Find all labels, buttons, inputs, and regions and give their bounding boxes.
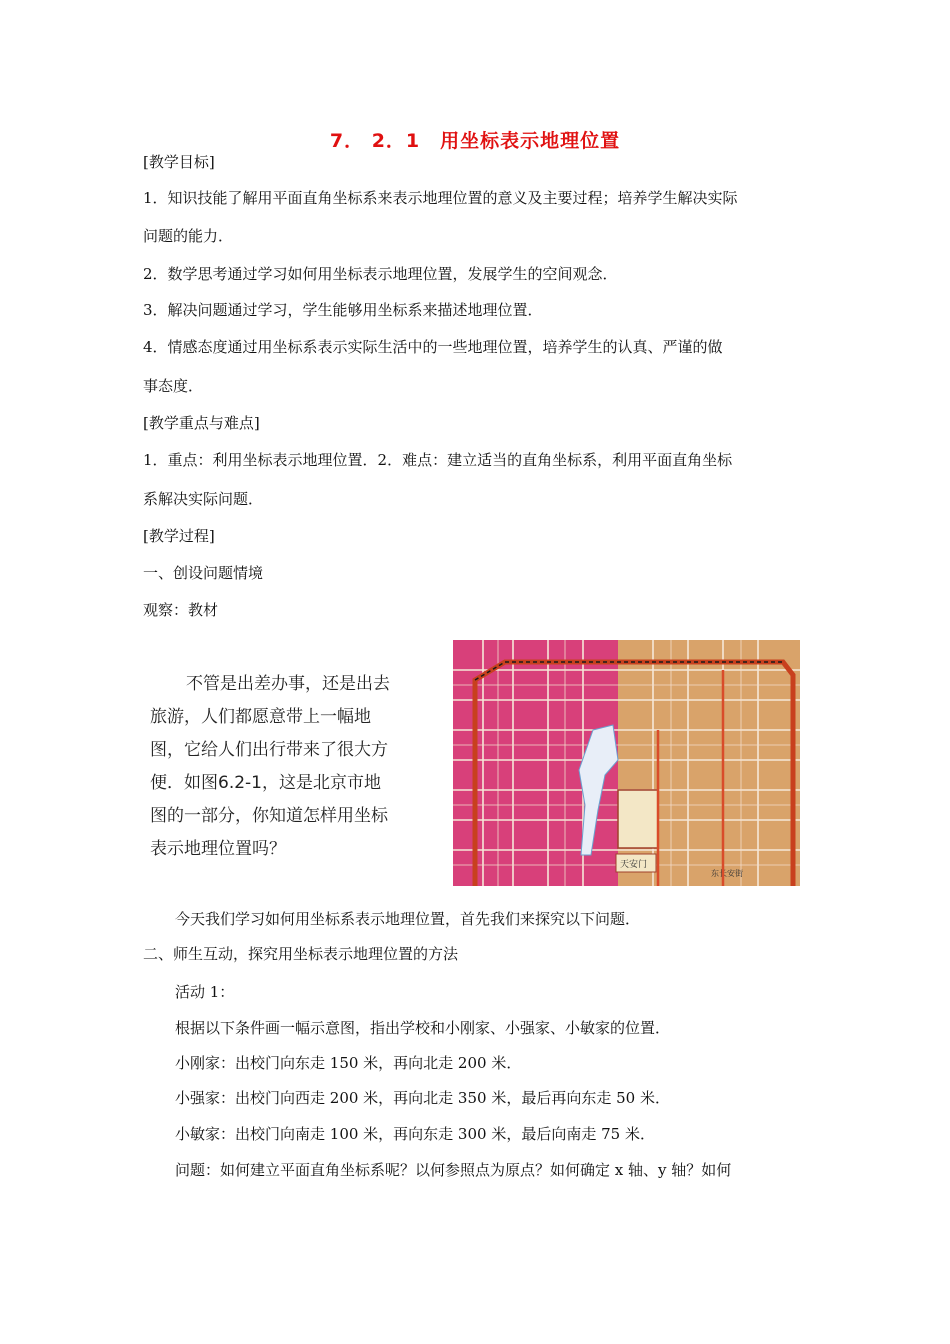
- caption-line: 不管是出差办事，还是出去: [186, 674, 390, 694]
- key-points-line-1: 1．重点：利用坐标表示地理位置．2．难点：建立适当的直角坐标系，利用平面直角坐标: [143, 451, 733, 469]
- activity-label: 活动 1：: [175, 983, 235, 1001]
- caption-line: 旅游，人们都愿意带上一幅地: [150, 707, 371, 727]
- caption-line: 便．如图6.2-1，这是北京市地: [150, 773, 381, 793]
- key-points-heading: [教学重点与难点]: [143, 414, 260, 432]
- activity-task: 根据以下条件画一幅示意图，指出学校和小刚家、小强家、小敏家的位置．: [175, 1019, 671, 1037]
- map-east-district: [618, 640, 800, 886]
- objective-line-1: 1．知识技能了解用平面直角坐标系来表示地理位置的意义及主要过程；培养学生解决实际: [143, 189, 738, 207]
- map-palace: [618, 790, 658, 848]
- home-xiaogang: 小刚家：出校门向东走 150 米，再向北走 200 米．: [175, 1054, 522, 1072]
- observe-line: 观察：教材: [143, 601, 219, 619]
- after-figure-line: 今天我们学习如何用坐标系表示地理位置，首先我们来探究以下问题．: [175, 910, 641, 928]
- caption-line: 表示地理位置吗？: [150, 839, 286, 859]
- page-title: 7． 2．1 用坐标表示地理位置: [329, 130, 621, 152]
- objective-line-4: 3．解决问题通过学习，学生能够用坐标系来描述地理位置．: [143, 301, 543, 319]
- figure-caption: [150, 668, 440, 866]
- beijing-map: [453, 640, 800, 886]
- process-heading: [教学过程]: [143, 527, 215, 545]
- textbook-figure: [150, 640, 800, 886]
- objective-line-3: 2．数学思考通过学习如何用坐标表示地理位置，发展学生的空间观念．: [143, 265, 618, 283]
- caption-line: 图，它给人们出行带来了很大方: [150, 740, 388, 760]
- map-gate-label: 天安门: [620, 860, 648, 870]
- home-xiaoqiang: 小强家：出校门向西走 200 米，再向北走 350 米，最后再向东走 50 米．: [175, 1089, 670, 1107]
- question-line: 问题：如何建立平面直角坐标系呢？以何参照点为原点？如何确定 x 轴、y 轴？如何: [175, 1161, 732, 1179]
- objective-line-6: 事态度．: [143, 377, 204, 395]
- part1-heading: 一、创设问题情境: [143, 564, 264, 582]
- objective-line-2: 问题的能力．: [143, 227, 234, 245]
- caption-line: 图的一部分，你知道怎样用坐标: [150, 806, 388, 826]
- map-avenue-label: 东长安街: [711, 869, 743, 878]
- key-points-line-2: 系解决实际问题．: [143, 490, 264, 508]
- part2-heading: 二、师生互动，探究用坐标表示地理位置的方法: [143, 945, 459, 963]
- objectives-heading: [教学目标]: [143, 153, 215, 171]
- home-xiaomin: 小敏家：出校门向南走 100 米，再向东走 300 米，最后向南走 75 米．: [175, 1125, 655, 1143]
- objective-line-5: 4．情感态度通过用坐标系表示实际生活中的一些地理位置，培养学生的认真、严谨的做: [143, 338, 723, 356]
